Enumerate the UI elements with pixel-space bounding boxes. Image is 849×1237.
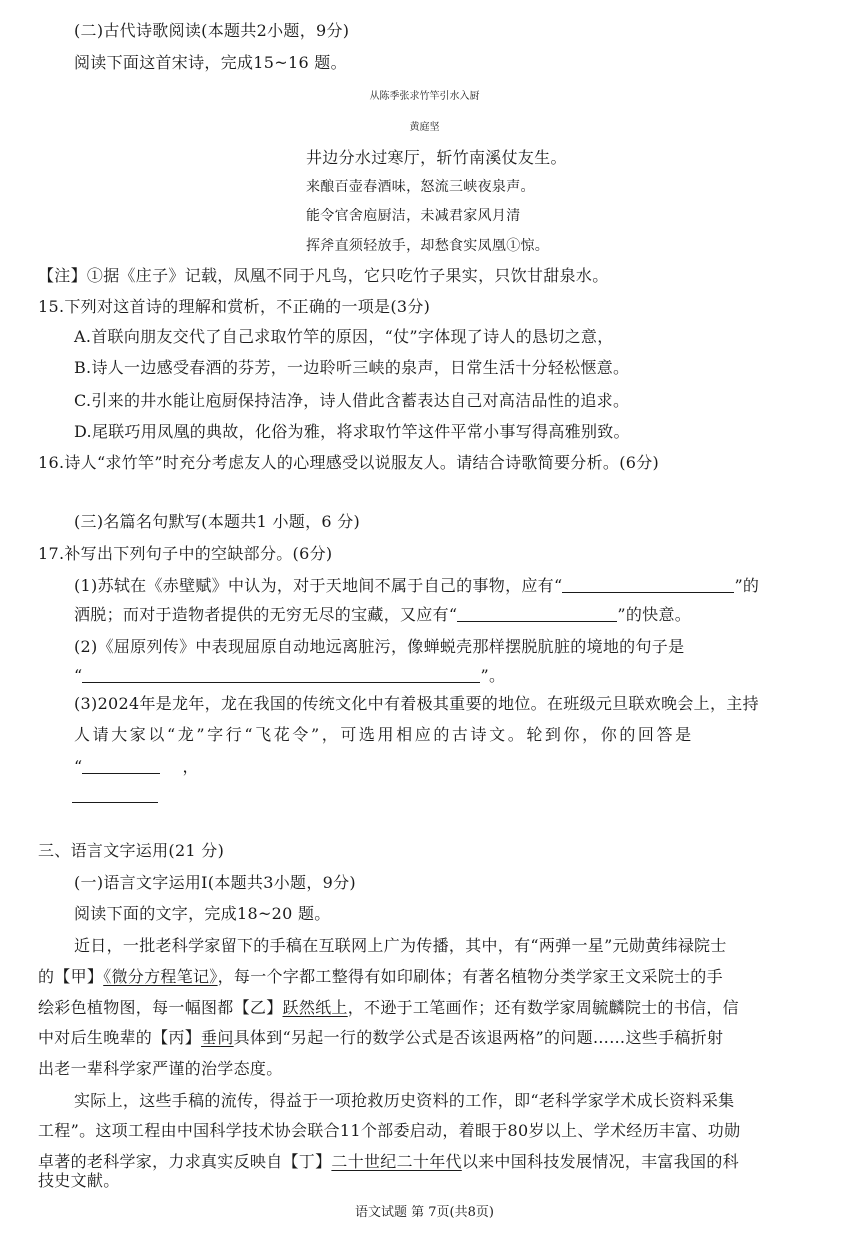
question-17-part-3-line-1: (3)2024年是龙年，龙在我国的传统文化中有着极其重要的地位。在班级元旦联欢晚会上，主持 xyxy=(74,694,759,713)
question-17-part-3-line-2: 人请大家以“龙”字行“飞花令”，可选用相应的古诗文。轮到你，你的回答是 xyxy=(74,725,694,744)
poem-line: 井边分水过寒厅，斩竹南溪仗友生。 xyxy=(306,148,567,167)
answer-blank[interactable] xyxy=(82,666,480,683)
question-17-part-3-text: “ xyxy=(74,757,83,776)
question-17-part-1-text: (1)苏轼在《赤壁赋》中认为，对于天地间不属于自己的事物，应有“ xyxy=(74,576,563,595)
question-15-option-d: D.尾联巧用凤凰的典故，化俗为雅，将求取竹竿这件平常小事写得高雅别致。 xyxy=(74,422,630,441)
section-heading-poetry: (二)古代诗歌阅读(本题共2小题，9分) xyxy=(74,21,350,40)
passage-text: 绘彩色植物图，每一幅图都【乙】 xyxy=(38,998,283,1017)
answer-blank[interactable] xyxy=(457,605,617,622)
underlined-term-ding: 二十世纪二十年代 xyxy=(331,1152,462,1171)
poem-title: 从陈季张求竹竿引水入厨 xyxy=(369,91,480,102)
answer-blank[interactable] xyxy=(562,576,734,593)
poetry-instruction: 阅读下面这首宋诗，完成15~16 题。 xyxy=(74,53,347,72)
passage-text: 具体到“另起一行的数学公式是否该退两格”的问题……这些手稿折射 xyxy=(233,1028,724,1047)
passage-line xyxy=(38,1151,739,1173)
answer-blank[interactable] xyxy=(82,757,160,774)
passage-text: 卓著的老科学家，力求真实反映自【丁】 xyxy=(38,1152,332,1171)
question-17-part-3-text: ， xyxy=(182,757,199,776)
poem-note: 【注】①据《庄子》记载，凤凰不同于凡鸟，它只吃竹子果实，只饮甘甜泉水。 xyxy=(38,266,609,285)
passage-text: 的【甲】 xyxy=(38,967,104,986)
passage-line xyxy=(38,966,723,988)
passage-text: ，不逊于工笔画作；还有数学家周毓麟院士的书信，信 xyxy=(347,998,739,1017)
question-17-part-2-line-2 xyxy=(74,665,505,687)
question-17-part-2-text: “ xyxy=(74,666,83,685)
question-17-part-1-text: ”的快意。 xyxy=(617,605,692,624)
underlined-term-yi: 跃然纸上 xyxy=(282,998,348,1017)
passage-line xyxy=(38,997,739,1019)
poem-author: 黄庭坚 xyxy=(409,122,440,133)
answer-blank[interactable] xyxy=(72,802,158,803)
question-17-part-1-text: ”的 xyxy=(734,576,760,595)
underlined-term-jia: 《微分方程笔记》 xyxy=(103,967,218,986)
question-17-part-2-text: ”。 xyxy=(480,666,506,685)
passage-line: 工程”。这项工程由中国科学技术协会联合11个部委启动，着眼于80岁以上、学术经历丰富、功勋 xyxy=(38,1121,741,1140)
passage-line: 近日，一批老科学家留下的手稿在互联网上广为传播，其中，有“两弹一星”元勋黄纬禄院士 xyxy=(74,936,727,955)
passage-text: ，每一个字都工整得有如印刷体；有著名植物分类学家王文采院士的手 xyxy=(217,967,723,986)
question-17-part-1-line-2 xyxy=(74,604,691,626)
underlined-term-bing: 垂问 xyxy=(201,1028,234,1047)
passage-line: 出老一辈科学家严谨的治学态度。 xyxy=(38,1059,283,1078)
passage-text: 中对后生晚辈的【丙】 xyxy=(38,1028,202,1047)
question-17-part-3-line-3 xyxy=(74,756,199,778)
poem-line: 能令官舍庖厨洁，未减君家风月清 xyxy=(306,208,521,224)
question-17-stem: 17.补写出下列句子中的空缺部分。(6分) xyxy=(38,544,333,563)
part-3-instruction: 阅读下面的文字，完成18~20 题。 xyxy=(74,904,331,923)
part-3-sub-heading: (一)语言文字运用Ⅰ(本题共3小题，9分) xyxy=(74,873,356,892)
question-17-part-1-text: 洒脱；而对于造物者提供的无穷无尽的宝藏，又应有“ xyxy=(74,605,458,624)
passage-line: 实际上，这些手稿的流传，得益于一项抢救历史资料的工作，即“老科学家学术成长资料采集 xyxy=(74,1091,735,1110)
passage-text: 以来中国科技发展情况，丰富我国的科 xyxy=(461,1152,739,1171)
question-15-option-c: C.引来的井水能让庖厨保持洁净，诗人借此含蓄表达自己对高洁品性的追求。 xyxy=(74,391,630,410)
question-17-part-2-line-1: (2)《屈原列传》中表现屈原自动地远离脏污，像蝉蜕壳那样摆脱肮脏的境地的句子是 xyxy=(74,637,685,656)
question-15-option-a: A.首联向朋友交代了自己求取竹竿的原因，“仗”字体现了诗人的恳切之意， xyxy=(74,327,614,346)
poem-line: 来酿百壶春酒味，怒流三峡夜泉声。 xyxy=(306,179,535,195)
question-15-stem: 15.下列对这首诗的理解和赏析，不正确的一项是(3分) xyxy=(38,297,431,316)
page-footer: 语文试题 第 7页(共8页) xyxy=(355,1205,494,1220)
poem-line: 挥斧直须轻放手，却愁食实凤凰①惊。 xyxy=(306,238,550,254)
passage-line xyxy=(38,1027,723,1049)
passage-line: 技史文献。 xyxy=(38,1171,120,1190)
section-heading-recitation: (三)名篇名句默写(本题共1 小题，6 分) xyxy=(74,512,361,531)
part-3-heading: 三、语言文字运用(21 分) xyxy=(38,841,225,860)
question-16-stem: 16.诗人“求竹竿”时充分考虑友人的心理感受以说服友人。请结合诗歌简要分析。(6分) xyxy=(38,453,660,472)
question-17-part-1-line-1 xyxy=(74,575,759,597)
question-15-option-b: B.诗人一边感受春酒的芬芳，一边聆听三峡的泉声，日常生活十分轻松惬意。 xyxy=(74,358,630,377)
